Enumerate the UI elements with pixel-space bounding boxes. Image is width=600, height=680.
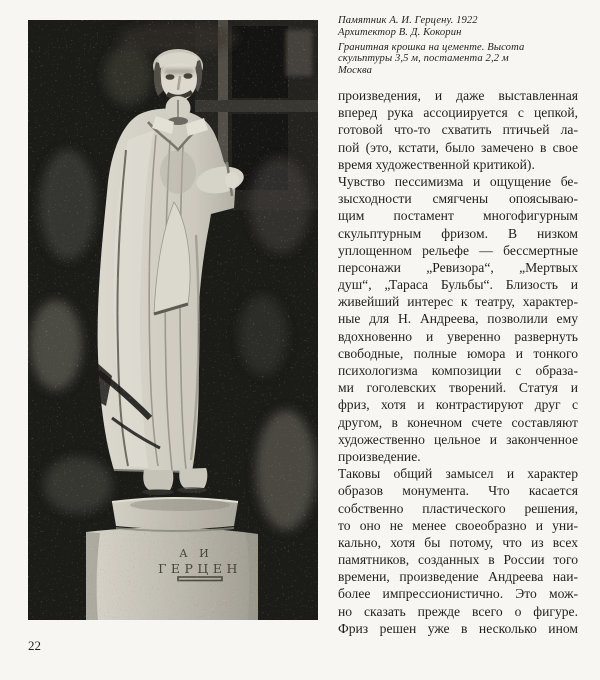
text-line: вперед рука ассоциируется с цепкой, [338, 105, 578, 121]
photo-caption [338, 15, 584, 76]
text-line: скульптурным фризом. В низком [338, 225, 578, 241]
text-line: собственно пластического решения, [338, 500, 578, 516]
text-line: фриз, хотя и контрастируют друг с [338, 397, 578, 413]
text-line: то оно не менее своеобразно и уни- [338, 517, 578, 533]
text-line: Чувство пессимизма и ощущение бе- [338, 173, 578, 189]
text-line: Таковы общий замысел и характер [338, 466, 578, 482]
caption-line: Памятник А. И. Герцену. 1922 [338, 15, 478, 26]
text-line: готовой что-то схватить птичьей ла- [338, 122, 578, 138]
monument-photo [28, 20, 318, 620]
pedestal-inscription-line2: ГЕРЦЕН [158, 561, 242, 576]
text-line: ми гоголевских творений. Статуя и [338, 380, 578, 396]
caption-line: Архитектор В. Д. Кокорин [338, 26, 462, 38]
text-line: вдохновенно и уверенно развернуть [338, 328, 578, 344]
text-line: образов монумента. Что касается [338, 483, 578, 499]
text-line: психологизма композиции с образа- [338, 363, 578, 378]
text-line: художественно цельное и законченное [338, 431, 578, 447]
text-line: персонажи „Ревизора“, „Мертвых [338, 259, 578, 275]
caption-line: скульптуры 3,5 м, постамента 2,2 м [338, 53, 509, 65]
monument-photo-image [28, 20, 318, 620]
text-line: более импрессионистично. Это мож- [338, 586, 578, 602]
text-line: свободные, полные юмора и тонкого [338, 345, 578, 361]
text-line: произведения, и даже выставленная [338, 88, 578, 103]
text-line: но сказать прежде всего о фигуре. [338, 603, 578, 619]
text-line: ные для Н. Андреева, позволили ему [338, 311, 578, 327]
photo-grain [28, 20, 318, 620]
caption-line: Гранитная крошка на цементе. Высота [338, 41, 525, 53]
text-line: душ“, „Тараса Бульбы“. Близость и [338, 277, 578, 293]
text-line: щим постамент многофигурным [338, 208, 578, 224]
text-line: кально, хотя бы потому, что из всех [338, 534, 578, 550]
text-line: другом, в конечном счете составляют [338, 414, 578, 430]
article-text [338, 87, 578, 637]
page-number: 22 [28, 638, 41, 653]
text-line: произведение. [338, 448, 421, 464]
text-line: зысходности смягчены опоясываю- [338, 191, 578, 207]
caption-line: Москва [338, 64, 373, 76]
text-line: Фриз решен уже в несколько ином [338, 620, 578, 636]
text-line: пой (это, кстати, было замечено в свое [338, 139, 578, 155]
text-line: уплощенном рельефе — бессмертные [338, 242, 578, 258]
pedestal-inscription-line1: А И [179, 547, 213, 560]
text-line: времени, произведение Андреева наи- [338, 569, 578, 585]
text-line: живейший интерес к театру, характер- [338, 294, 578, 310]
text-line: время художественной критикой). [338, 156, 535, 172]
text-line: памятников, созданных в России того [338, 552, 578, 568]
